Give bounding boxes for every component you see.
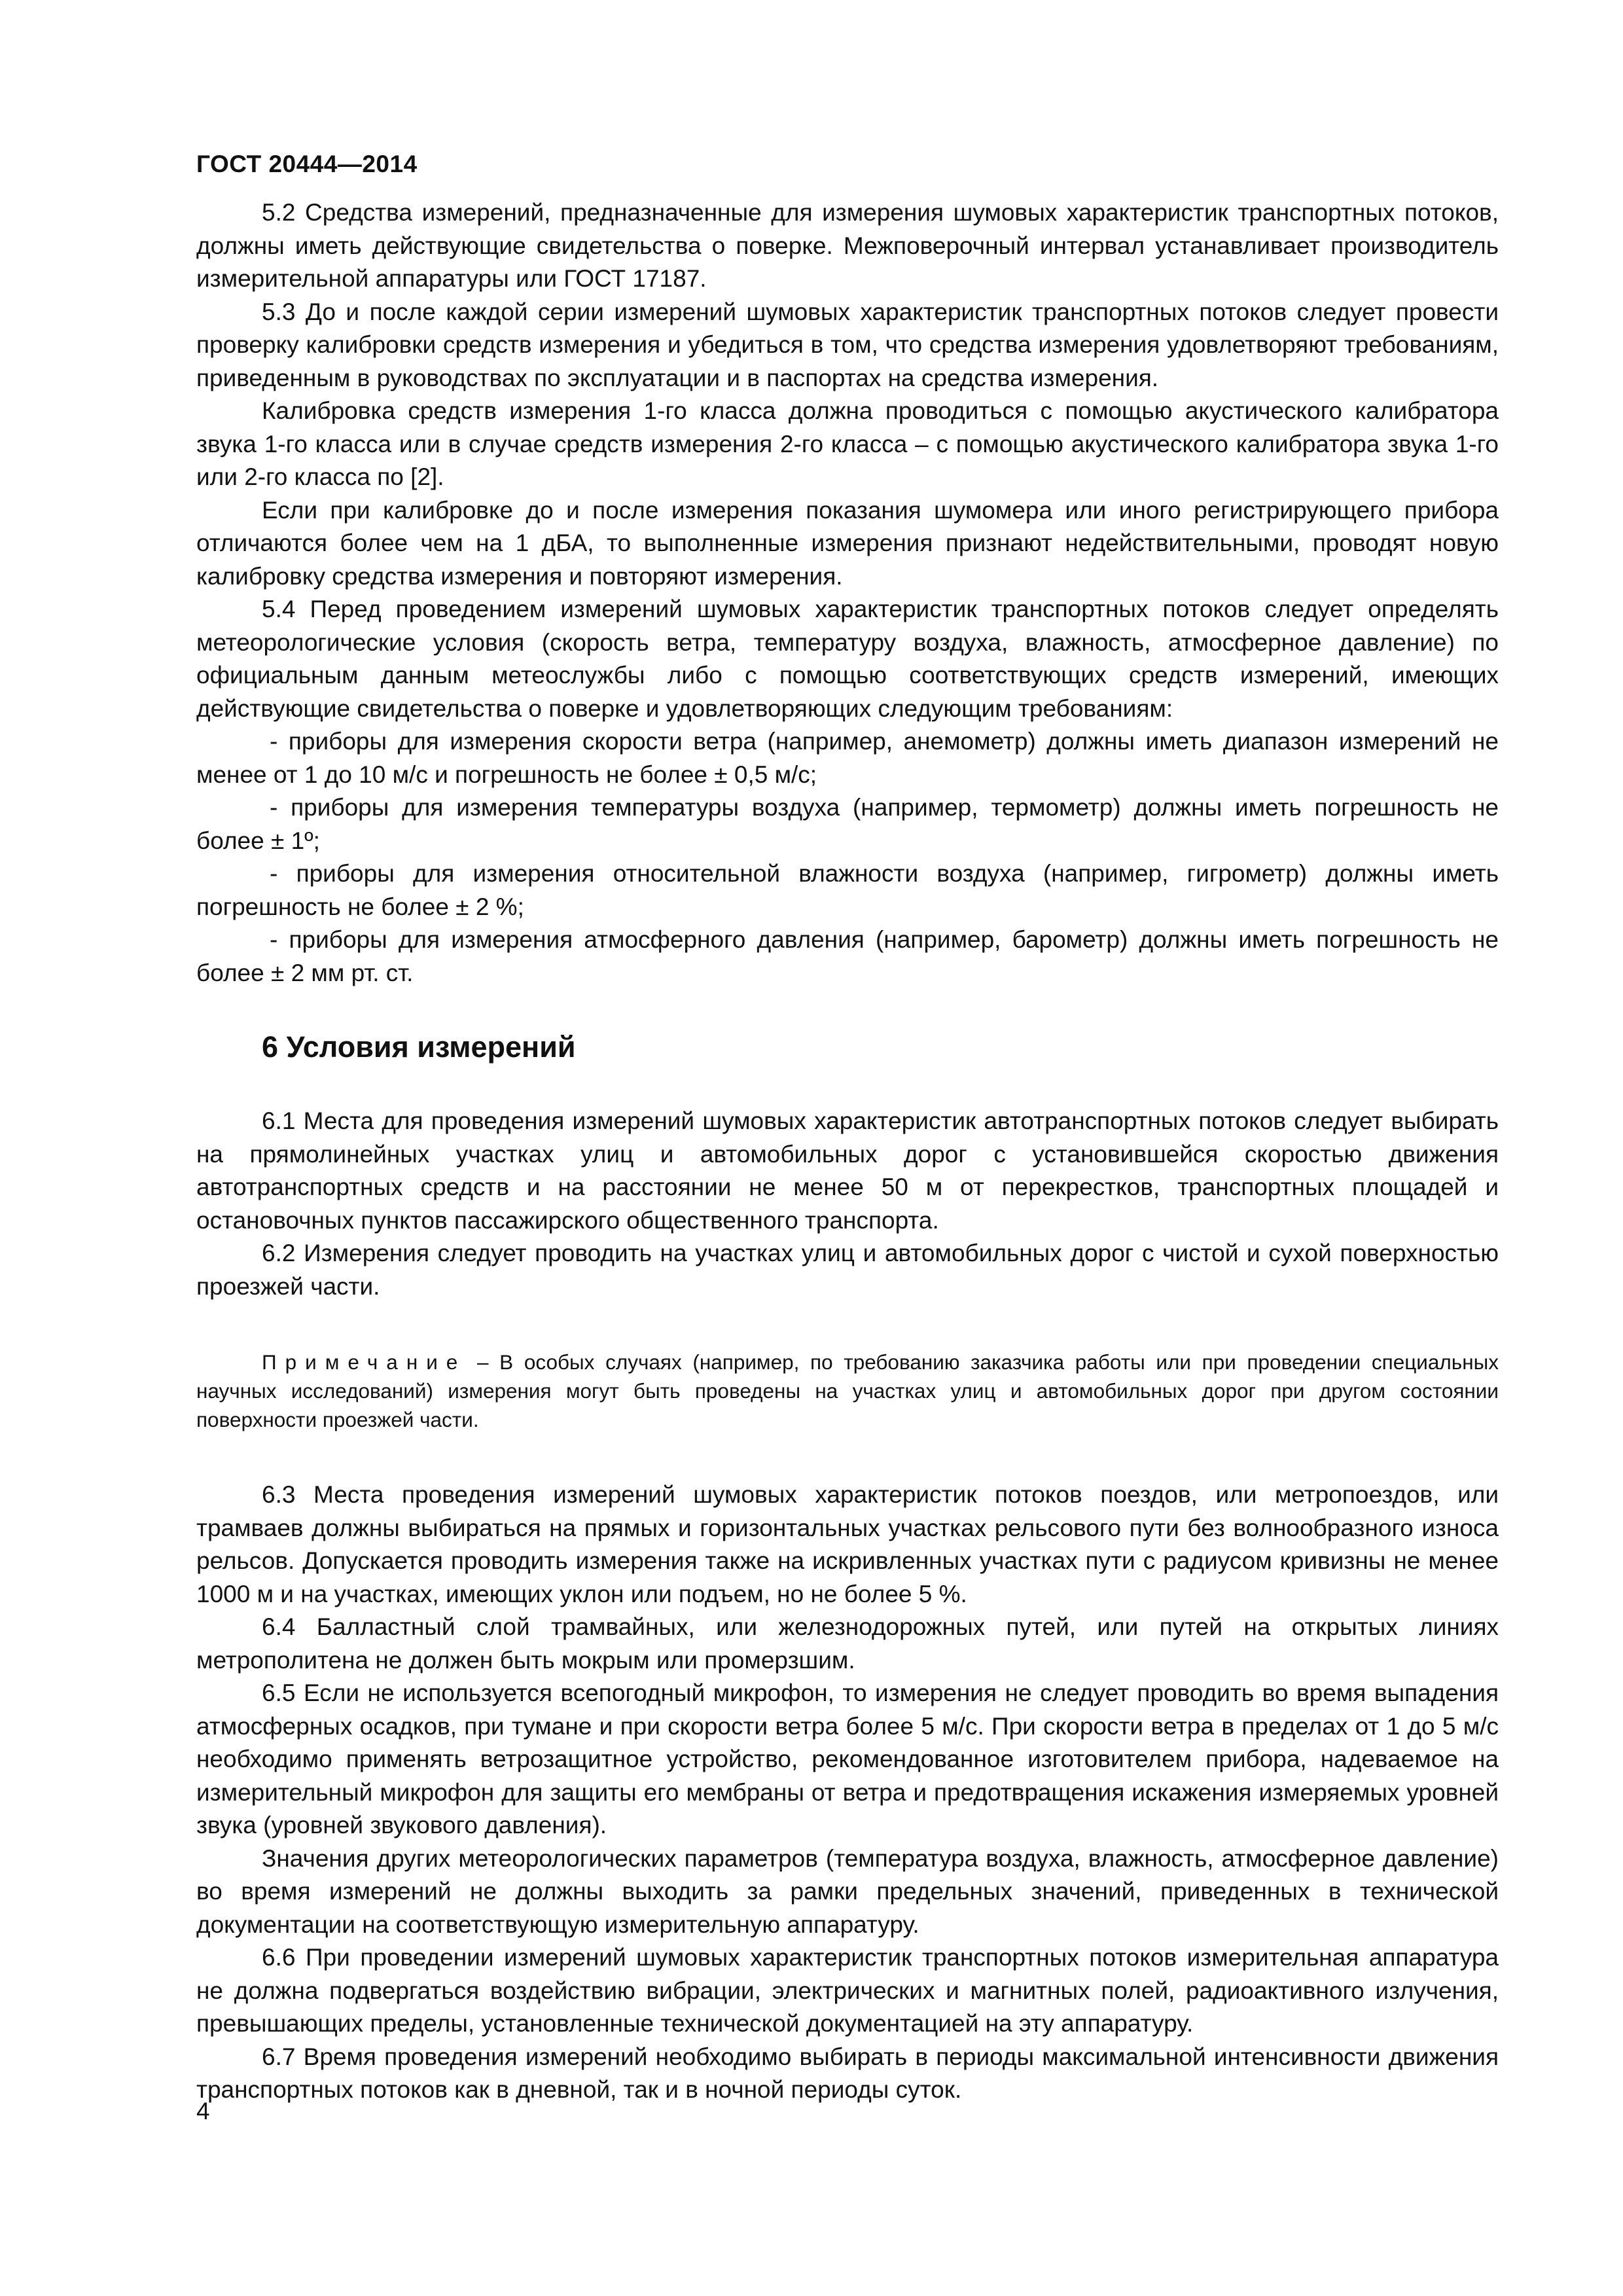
list-item-anemometer: - приборы для измерения скорости ветра (например, анемометр) должны иметь диапазон измерений не менее от 1 до 10 м/с и погрешность не более ± 0,5 м/с; (196, 728, 1499, 788)
note (196, 1348, 1499, 1434)
paragraph-5-4: 5.4 Перед проведением измерений шумовых характеристик транспортных потоков следует определять метеорологические условия (скорость ветра, температуру воздуха, влажность, атмосферное давление) по официальным данным метеослужбы либо с помощью соответствующих средств измерений, имеющих действующие свидетельства о поверке и удовлетворяющих следующим требованиям: (196, 596, 1499, 722)
list-item-hygrometer: - приборы для измерения относительной влажности воздуха (например, гигрометр) должны иметь погрешность не более ± 2 %; (196, 860, 1499, 920)
list-item-barometer: - приборы для измерения атмосферного давления (например, барометр) должны иметь погрешность не более ± 2 мм рт. ст. (196, 926, 1499, 986)
paragraph-6-7: 6.7 Время проведения измерений необходимо выбирать в периоды максимальной интенсивности движения транспортных потоков как в дневной, так и в ночной периоды суток. (196, 2043, 1499, 2103)
document-body (196, 196, 1499, 2107)
note-text: – В особых случаях (например, по требованию заказчика работы или при проведении специальных научных исследований) измерения могут быть проведены на участках улиц и автомобильных дорог при другом состоянии поверхности проезжей части. (196, 1350, 1499, 1431)
paragraph-6-6: 6.6 При проведении измерений шумовых характеристик транспортных потоков измерительная аппаратура не должна подвергаться воздействию вибрации, электрических и магнитных полей, радиоактивного излучения, превышающих пределы, установленные технической документацией на эту аппаратуру. (196, 1944, 1499, 2037)
paragraph-calibration-class: Калибровка средств измерения 1-го класса должна проводиться с помощью акустического калибратора звука 1-го класса или в случае средств измерения 2-го класса – с помощью акустического калибратора звука 1-го или 2-го класса по [2]. (196, 397, 1499, 490)
paragraph-meteo-params: Значения других метеорологических параметров (температура воздуха, влажность, атмосферное давление) во время измерений не должны выходить за рамки предельных значений, приведенных в технической документации на соответствующую измерительную аппаратуру. (196, 1844, 1499, 1938)
paragraph-5-3: 5.3 До и после каждой серии измерений шумовых характеристик транспортных потоков следует провести проверку калибровки средств измерения и убедиться в том, что средства измерения удовлетворяют требованиям, приведенным в руководствах по эксплуатации и в паспортах на средства измерения. (196, 298, 1499, 391)
paragraph-6-3: 6.3 Места проведения измерений шумовых характеристик потоков поездов, или метропоездов, или трамваев должны выбираться на прямых и горизонтальных участках рельсового пути без волнообразного износа рельсов. Допускается проводить измерения также на искривленных участках пути с радиусом кривизны не менее 1000 м и на участках, имеющих уклон или подъем, но не более 5 %. (196, 1481, 1499, 1607)
paragraph-6-5: 6.5 Если не используется всепогодный микрофон, то измерения не следует проводить во время выпадения атмосферных осадков, при тумане и при скорости ветра более 5 м/с. При скорости ветра в пределах от 1 до 5 м/с необходимо применять ветрозащитное устройство, рекомендованное изготовителем прибора, надеваемое на измерительный микрофон для защиты его мембраны от ветра и предотвращения искажения измеряемых уровней звука (уровней звукового давления). (196, 1679, 1499, 1839)
paragraph-5-2: 5.2 Средства измерений, предназначенные для измерения шумовых характеристик транспортных потоков, должны иметь действующие свидетельства о поверке. Межповерочный интервал устанавливает производитель измерительной аппаратуры или ГОСТ 17187. (196, 199, 1499, 292)
list-item-thermometer: - приборы для измерения температуры воздуха (например, термометр) должны иметь погрешность не более ± 1º; (196, 794, 1499, 854)
section-heading: 6 Условия измерений (262, 1030, 576, 1064)
paragraph-calibration-deviation: Если при калибровке до и после измерения показания шумомера или иного регистрирующего прибора отличаются более чем на 1 дБА, то выполненные измерения признают недействительными, проводят новую калибровку средства измерения и повторяют измерения. (196, 496, 1499, 590)
document-header: ГОСТ 20444—2014 (196, 151, 418, 177)
page-number: 4 (196, 2098, 210, 2125)
paragraph-6-1: 6.1 Места для проведения измерений шумовых характеристик автотранспортных потоков следует выбирать на прямолинейных участках улиц и автомобильных дорог с установившейся скоростью движения автотранспортных средств и на расстоянии не менее 50 м от перекрестков, транспортных площадей и остановочных пунктов пассажирского общественного транспорта. (196, 1107, 1499, 1234)
note-label: Примечание (262, 1350, 467, 1374)
paragraph-6-2: 6.2 Измерения следует проводить на участках улиц и автомобильных дорог с чистой и сухой поверхностью проезжей части. (196, 1240, 1499, 1300)
paragraph-6-4: 6.4 Балластный слой трамвайных, или железнодорожных путей, или путей на открытых линиях метрополитена не должен быть мокрым или промерзшим. (196, 1613, 1499, 1674)
